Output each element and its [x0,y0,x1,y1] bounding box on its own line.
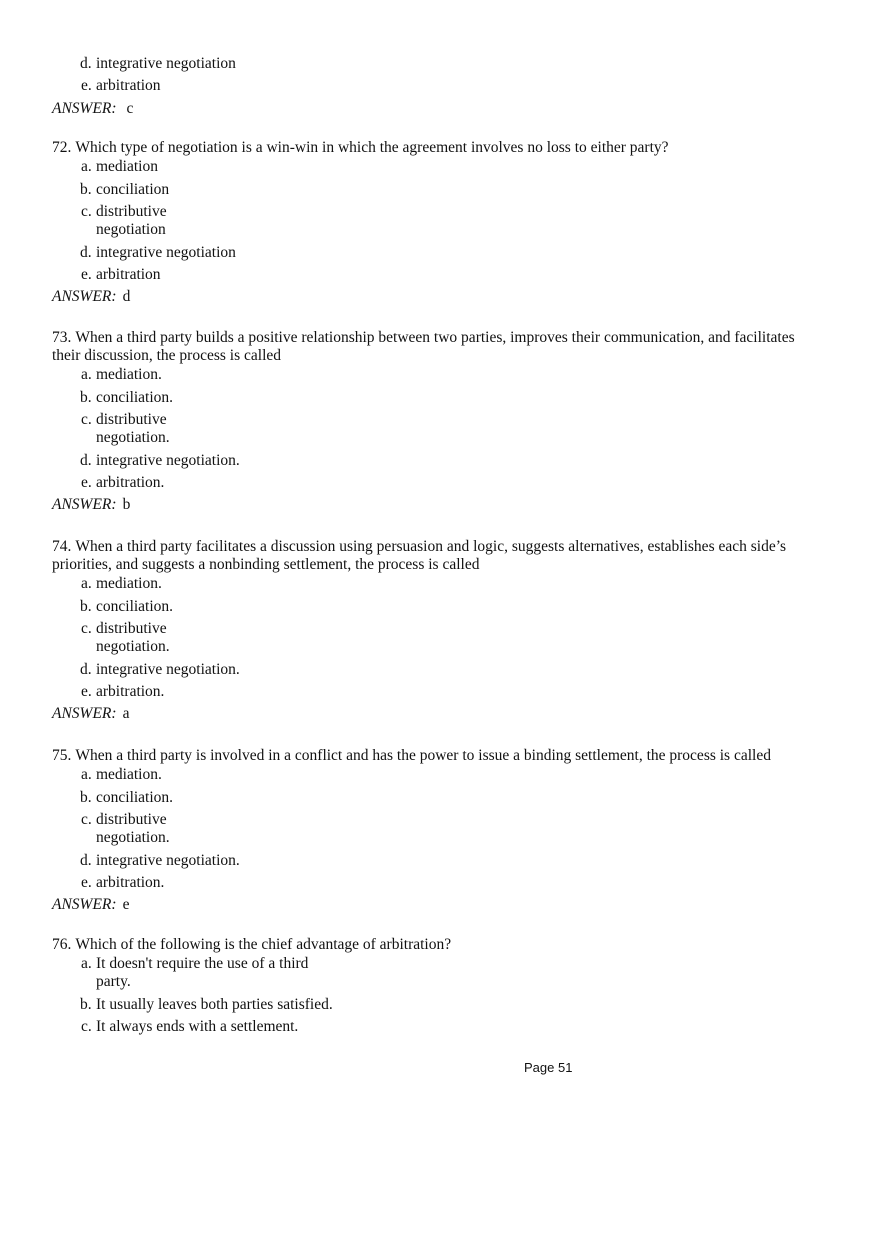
option-letter: a. [81,955,92,972]
question-number: 72. [52,139,72,156]
answer-value: b [122,495,131,513]
page-number: Page 51 [524,1060,573,1075]
question-text: When a third party builds a positive relationship between two parties, improves their communication, and facilitates [75,329,795,346]
option-letter: d. [80,451,92,469]
option-letter: c. [81,811,92,828]
answer-line [52,496,130,514]
question-stem-continued [52,556,479,574]
answer-line [52,896,129,914]
question-number: 73. [52,329,72,346]
option-text: arbitration. [96,474,165,491]
question-number: 76. [52,936,72,953]
answer-value: d [122,287,131,305]
option-text: mediation. [96,366,162,383]
option-letter: b. [80,180,92,198]
option-letter: e. [81,474,92,491]
option-letter: e. [81,77,92,94]
option-text: It always ends with a settlement. [96,1018,299,1035]
option-text: integrative negotiation. [96,451,240,469]
question-stem-continued [52,347,281,365]
question-number: 74. [52,538,72,555]
option-text: distributive [96,620,167,637]
option-letter: b. [80,788,92,806]
option-item [80,55,236,73]
option-letter: c. [81,1018,92,1035]
answer-line [52,288,130,306]
option-item [81,77,161,95]
option-letter: b. [80,388,92,406]
option-text: integrative negotiation. [96,851,240,869]
option-text: distributive [96,411,167,428]
option-letter: e. [81,266,92,283]
option-text: conciliation. [96,788,174,806]
question-stem [52,747,771,765]
question-stem [52,538,786,556]
option-text: conciliation. [96,388,174,406]
option-letter: e. [81,874,92,891]
option-text: negotiation. [96,829,170,846]
option-letter: d. [80,660,92,678]
question-text: When a third party facilitates a discussion using persuasion and logic, suggests alternatives, establishes each side’s [75,538,787,555]
option-letter: b. [80,597,92,615]
option-text: arbitration. [96,874,165,891]
answer-value: e [122,895,130,913]
answer-label: ANSWER: [52,704,117,722]
option-text: negotiation. [96,638,170,655]
option-text: negotiation. [96,429,170,446]
option-letter: d. [80,55,92,72]
option-text: arbitration. [96,683,165,700]
option-text: distributive [96,203,167,220]
answer-label: ANSWER: [52,100,117,117]
option-text: integrative negotiation [96,55,236,72]
answer-value: c [126,100,134,117]
option-letter: a. [81,158,92,175]
option-letter: a. [81,766,92,783]
option-text: integrative negotiation [96,243,236,261]
option-text: mediation. [96,575,162,592]
option-text: It doesn't require the use of a third [96,955,309,972]
option-text: party. [96,973,131,990]
question-stem [52,329,795,347]
question-number: 75. [52,747,72,764]
option-letter: a. [81,575,92,592]
question-text: When a third party is involved in a conflict and has the power to issue a binding settlement, the process is called [75,747,771,764]
option-letter: d. [80,243,92,261]
option-letter: e. [81,683,92,700]
option-letter: c. [81,620,92,637]
question-stem [52,936,451,954]
option-text: arbitration [96,266,161,283]
option-text: distributive [96,811,167,828]
option-text: arbitration [96,77,161,94]
question-stem [52,139,669,157]
answer-label: ANSWER: [52,287,117,305]
question-text: priorities, and suggests a nonbinding settlement, the process is called [52,556,480,573]
option-letter: c. [81,203,92,220]
answer-label: ANSWER: [52,895,117,913]
question-text: their discussion, the process is called [52,347,282,364]
option-letter: b. [80,995,92,1013]
question-text: Which type of negotiation is a win-win in which the agreement involves no loss to either party? [75,139,669,156]
question-text: Which of the following is the chief advantage of arbitration? [75,936,452,953]
answer-value: a [122,704,130,722]
answer-label: ANSWER: [52,495,117,513]
answer-line [52,100,133,118]
option-text: integrative negotiation. [96,660,240,678]
option-text: conciliation [96,180,170,198]
option-text: negotiation [96,221,166,238]
option-letter: d. [80,851,92,869]
answer-line [52,705,129,723]
option-letter: c. [81,411,92,428]
option-text: mediation. [96,766,162,783]
option-text: mediation [96,158,158,175]
option-letter: a. [81,366,92,383]
option-text: conciliation. [96,597,174,615]
option-text: It usually leaves both parties satisfied. [96,995,333,1013]
